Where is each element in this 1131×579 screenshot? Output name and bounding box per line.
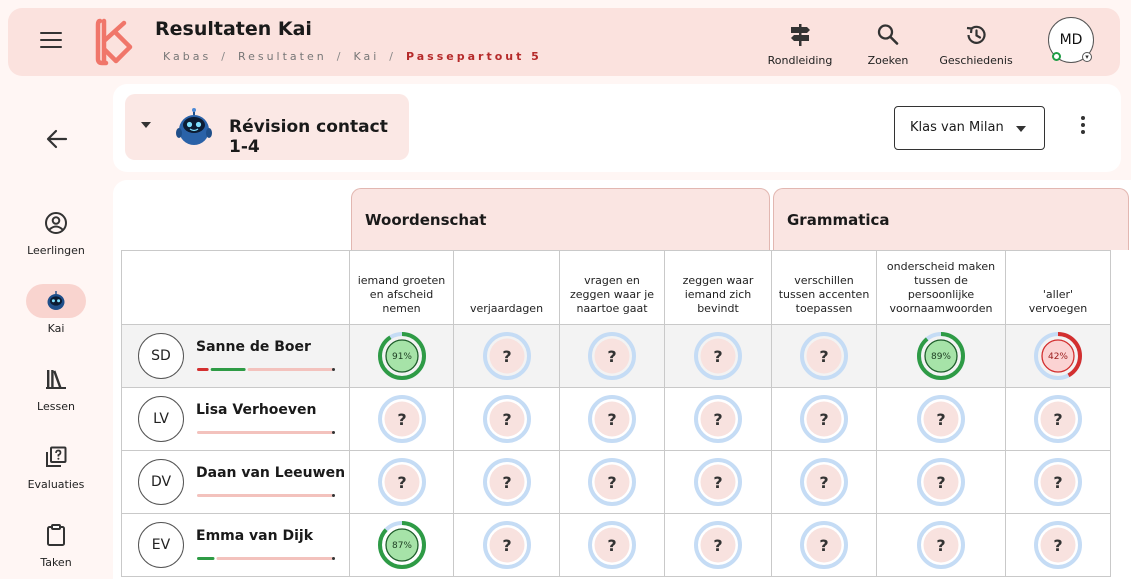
caret-down-icon[interactable]	[141, 122, 151, 128]
unknown-score-mark: ?	[501, 473, 512, 492]
unknown-score-mark: ?	[713, 473, 723, 492]
result-cell[interactable]	[665, 388, 772, 451]
result-cell[interactable]	[772, 451, 877, 514]
sidebar-item-taken[interactable]	[14, 518, 98, 569]
result-cell[interactable]	[350, 325, 454, 388]
unknown-score-mark: ?	[936, 473, 946, 492]
online-status-icon	[1052, 52, 1061, 61]
result-cell[interactable]	[1006, 388, 1111, 451]
breadcrumb-kabas[interactable]: Kabas	[163, 50, 212, 63]
result-cell[interactable]	[350, 388, 454, 451]
unknown-score-ring[interactable]	[377, 394, 427, 444]
unknown-score-mark: ?	[819, 473, 829, 492]
unknown-score-mark: ?	[819, 410, 829, 429]
column-header: zeggen waar iemand zich bevindt	[665, 250, 772, 325]
student-initials: LV	[153, 411, 169, 427]
result-cell[interactable]	[877, 325, 1006, 388]
robot-icon	[44, 289, 68, 313]
unknown-score-mark: ?	[713, 410, 723, 429]
unknown-score-ring[interactable]	[799, 520, 849, 570]
result-cell[interactable]	[1006, 451, 1111, 514]
result-cell[interactable]	[560, 514, 665, 577]
unknown-score-ring[interactable]	[693, 331, 743, 381]
breadcrumb-resultaten[interactable]: Resultaten	[237, 50, 327, 63]
breadcrumb-kai[interactable]: Kai	[353, 50, 380, 63]
score-percent: 89%	[930, 352, 952, 362]
sidebar-item-label: Taken	[40, 556, 72, 569]
result-cell[interactable]	[665, 451, 772, 514]
class-select-value: Klas van Milan	[910, 120, 1004, 135]
search-icon	[876, 22, 900, 48]
unknown-score-ring[interactable]	[482, 520, 532, 570]
unknown-score-ring[interactable]	[482, 394, 532, 444]
student-name[interactable]: Lisa Verhoeven	[196, 402, 317, 418]
unknown-score-ring[interactable]	[587, 520, 637, 570]
student-initials: SD	[151, 348, 171, 364]
table-row	[121, 325, 1131, 388]
unknown-score-mark: ?	[396, 473, 407, 492]
results-table	[113, 180, 1131, 579]
unknown-score-mark: ?	[936, 536, 946, 555]
sidebar-item-label: Evaluaties	[27, 478, 85, 491]
breadcrumb-current: Passepartout 5	[405, 50, 542, 63]
score-percent: 91%	[391, 352, 412, 362]
result-cell[interactable]	[877, 514, 1006, 577]
result-cell[interactable]	[560, 325, 665, 388]
student-cell[interactable]	[121, 451, 350, 514]
result-cell[interactable]	[877, 451, 1006, 514]
table-row	[121, 514, 1131, 577]
result-cell[interactable]	[665, 514, 772, 577]
table-row	[121, 388, 1131, 451]
column-header: iemand groeten en afscheid nemen	[350, 250, 454, 325]
unknown-score-ring[interactable]	[693, 457, 743, 507]
unknown-score-ring[interactable]	[693, 394, 743, 444]
breadcrumb-separator: /	[221, 50, 228, 63]
score-percent: 87%	[391, 541, 412, 551]
unknown-score-mark: ?	[607, 410, 617, 429]
score-ring[interactable]	[1033, 331, 1083, 381]
user-initials: MD	[1059, 32, 1083, 48]
unknown-score-ring[interactable]	[482, 331, 532, 381]
chevron-down-icon[interactable]: ▾	[1082, 52, 1092, 62]
student-cell[interactable]	[121, 388, 350, 451]
top-header	[8, 8, 1120, 76]
unknown-score-mark: ?	[607, 473, 617, 492]
sidebar-item-label: Leerlingen	[27, 244, 85, 257]
unknown-score-ring[interactable]	[1033, 457, 1083, 507]
unknown-score-ring[interactable]	[916, 520, 966, 570]
sidebar-item-evaluaties[interactable]	[14, 440, 98, 491]
progress-bar	[197, 557, 335, 560]
unknown-score-ring[interactable]	[916, 457, 966, 507]
unknown-score-ring[interactable]	[693, 520, 743, 570]
table-row	[121, 451, 1131, 514]
progress-bar	[197, 431, 335, 434]
breadcrumb-separator: /	[336, 50, 344, 63]
clipboard-icon	[44, 523, 68, 547]
corner-header-cell	[121, 250, 350, 325]
lesson-title: Révision contact 1-4	[229, 117, 388, 157]
unknown-score-ring[interactable]	[587, 331, 637, 381]
signpost-icon	[788, 22, 812, 48]
result-cell[interactable]	[560, 451, 665, 514]
geschiedenis-button[interactable]	[936, 22, 1016, 67]
kai-robot-icon	[175, 108, 213, 148]
student-name[interactable]: Sanne de Boer	[196, 339, 311, 355]
kabas-logo	[94, 17, 140, 67]
student-initials: EV	[151, 537, 171, 553]
unknown-score-mark: ?	[713, 536, 723, 555]
score-percent: 42%	[1047, 352, 1069, 362]
result-cell[interactable]	[772, 388, 877, 451]
group-header-grammatica: Grammatica	[773, 188, 1129, 250]
unknown-score-ring[interactable]	[799, 457, 849, 507]
result-cell[interactable]	[350, 514, 454, 577]
breadcrumb-separator: /	[389, 50, 396, 63]
sidebar-item-leerlingen[interactable]	[14, 206, 98, 257]
unknown-score-ring[interactable]	[1033, 520, 1083, 570]
sidebar-item-label: Lessen	[37, 400, 75, 413]
unknown-score-mark: ?	[1053, 473, 1063, 492]
student-name[interactable]: Emma van Dijk	[196, 528, 314, 544]
unknown-score-mark: ?	[936, 410, 946, 429]
unknown-score-mark: ?	[607, 536, 617, 555]
rondleiding-button[interactable]	[762, 22, 838, 67]
books-icon	[44, 367, 68, 391]
result-cell[interactable]	[350, 451, 454, 514]
unknown-score-mark: ?	[1053, 410, 1063, 429]
group-header-woordenschat: Woordenschat	[351, 188, 770, 250]
result-cell[interactable]	[1006, 325, 1111, 388]
unknown-score-ring[interactable]	[799, 394, 849, 444]
column-header: verjaardagen	[454, 250, 560, 325]
result-cell[interactable]	[560, 388, 665, 451]
result-cell[interactable]	[772, 325, 877, 388]
score-ring[interactable]	[377, 331, 427, 381]
user-avatar[interactable]	[1048, 17, 1094, 63]
student-avatar	[138, 333, 184, 379]
column-header: verschillen tussen accenten toepassen	[772, 250, 877, 325]
unknown-score-mark: ?	[501, 347, 512, 366]
zoeken-button[interactable]	[862, 22, 914, 67]
caret-down-icon	[1016, 126, 1026, 132]
student-avatar	[138, 396, 184, 442]
unknown-score-mark: ?	[819, 536, 829, 555]
progress-bar	[197, 494, 335, 497]
student-avatar	[138, 459, 184, 505]
geschiedenis-label: Geschiedenis	[939, 54, 1013, 67]
student-initials: DV	[150, 474, 172, 490]
lesson-toolbar	[113, 84, 1121, 172]
score-ring[interactable]	[377, 520, 427, 570]
unknown-score-mark: ?	[501, 410, 512, 429]
sidebar-item-kai[interactable]	[14, 284, 98, 335]
unknown-score-mark: ?	[607, 347, 617, 366]
unknown-score-mark: ?	[396, 410, 407, 429]
unknown-score-mark: ?	[819, 347, 829, 366]
more-vert-icon[interactable]	[1077, 116, 1089, 140]
sidebar-item-lessen[interactable]	[14, 362, 98, 413]
history-icon	[964, 22, 988, 48]
unknown-score-mark: ?	[501, 536, 512, 555]
rondleiding-label: Rondleiding	[767, 54, 833, 67]
unknown-score-ring[interactable]	[482, 457, 532, 507]
unknown-score-ring[interactable]	[587, 394, 637, 444]
unknown-score-ring[interactable]	[916, 394, 966, 444]
zoeken-label: Zoeken	[867, 54, 909, 67]
sidebar-item-label: Kai	[47, 322, 65, 335]
lesson-selector[interactable]	[125, 94, 409, 160]
class-select[interactable]	[894, 106, 1045, 150]
result-cell[interactable]	[772, 514, 877, 577]
student-cell[interactable]	[121, 325, 350, 388]
column-header: onderscheid maken tussen de persoonlijke voornaamwoorden	[877, 250, 1006, 325]
result-cell[interactable]	[665, 325, 772, 388]
page-title: Resultaten Kai	[155, 18, 312, 40]
unknown-score-ring[interactable]	[377, 457, 427, 507]
unknown-score-mark: ?	[713, 347, 723, 366]
menu-icon[interactable]	[40, 32, 62, 50]
column-header: 'aller' vervoegen	[1006, 250, 1111, 325]
result-cell[interactable]	[454, 325, 560, 388]
result-cell[interactable]	[454, 388, 560, 451]
account-circle-icon	[44, 211, 68, 235]
score-ring[interactable]	[916, 331, 966, 381]
student-avatar	[138, 522, 184, 568]
column-header: vragen en zeggen waar je naartoe gaat	[560, 250, 665, 325]
unknown-score-ring[interactable]	[1033, 394, 1083, 444]
student-cell[interactable]	[121, 514, 350, 577]
result-cell[interactable]	[454, 514, 560, 577]
progress-bar	[197, 368, 335, 371]
breadcrumb	[163, 50, 552, 63]
arrow-back-icon[interactable]	[44, 126, 70, 152]
student-name[interactable]: Daan van Leeuwen	[196, 465, 346, 481]
unknown-score-mark: ?	[1053, 536, 1063, 555]
result-cell[interactable]	[1006, 514, 1111, 577]
result-cell[interactable]	[877, 388, 1006, 451]
quiz-icon	[44, 445, 68, 469]
unknown-score-ring[interactable]	[587, 457, 637, 507]
unknown-score-ring[interactable]	[799, 331, 849, 381]
result-cell[interactable]	[454, 451, 560, 514]
